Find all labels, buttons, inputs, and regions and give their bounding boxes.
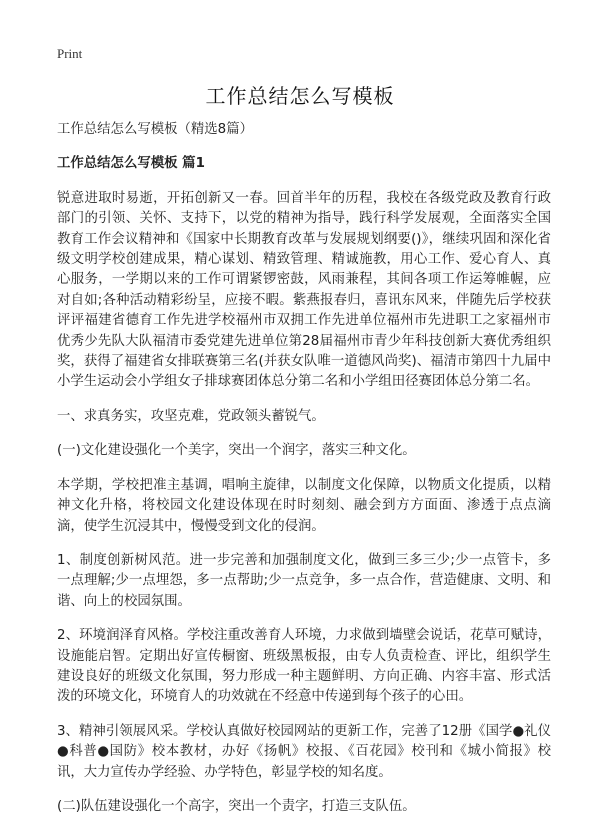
paragraph-heading-1: 一、求真务实，攻坚克难，党政领头蓄锐气。 bbox=[57, 408, 325, 424]
paragraph-subheading-2: (二)队伍建设强化一个高字，突出一个责字，打造三支队伍。 bbox=[57, 798, 416, 814]
paragraph-item-1: 1、制度创新树风范。进一步完善和加强制度文化，做到三多三少;少一点管卡，多一点理解;少一点埋怨，多一点帮助;少一点竞争，多一点合作，营造健康、文明、和谐、向上的校园氛围。 bbox=[57, 552, 551, 609]
paragraph-intro: 锐意进取时易逝，开拓创新又一春。回首半年的历程，我校在各级党政及教育行政部门的引领、关怀、支持下，以党的精神为指导，践行科学发展观，全面落实全国教育工作会议精神和《国家中长期教育改革与发展规划纲要()》，继续巩固和深化省级文明学校创建成果，精心谋划、精致管理、精诚施教，用心工作、爱心育人、真心服务，一学期以来的工作可谓紧锣密鼓，风雨兼程，其间各项工作运筹帷幄，应对自如;各种活动精彩纷呈，应接不暇。紫燕报春归，喜讯东风来，伴随先后学校获评评福建省德育工作先进学校福州市双拥工作先进单位福州市先进职工之家福州市优秀少先队大队福清市委党建先进单位第28届福州市青少年科技创新大赛优秀组织奖，获得了福建省女排联赛第三名(并获女队唯一道德风尚奖)、福清市第四十九届中小学生运动会小学组女子排球赛团体总分第二名和小学组田径赛团体总分第二名。 bbox=[57, 190, 551, 390]
paragraph-subheading-1: (一)文化建设强化一个美字，突出一个润字，落实三种文化。 bbox=[57, 443, 416, 459]
paragraph-item-3: 3、精神引领展风采。学校认真做好校园网站的更新工作，完善了12册《国学●礼仪●科普●国防》校本教材，办好《扬帆》校报、《百花园》校刊和《城小简报》校讯，大力宣传办学经验、办学特色，彰显学校的知名度。 bbox=[57, 723, 551, 780]
section-heading: 工作总结怎么写模板 篇1 bbox=[57, 156, 205, 172]
document-subtitle: 工作总结怎么写模板（精选8篇） bbox=[57, 122, 253, 137]
paragraph-item-2: 2、环境润泽育风格。学校注重改善育人环境，力求做到墙壁会说话，花草可赋诗，设施能启智。定期出好宣传橱窗、班级黑板报，由专人负责检查、评比，组织学生建设良好的班级文化氛围，努力形成一种主题鲜明、方向正确、内容丰富、形式活泼的环境文化，环境育人的功效就在不经意中传递到每个孩子的心田。 bbox=[57, 628, 551, 705]
print-link[interactable]: Print bbox=[57, 46, 83, 61]
document-body bbox=[57, 120, 551, 828]
document-title: 工作总结怎么写模板 bbox=[205, 84, 395, 108]
paragraph-culture: 本学期，学校把准主基调，唱响主旋律，以制度文化保障，以物质文化提质，以精神文化升格，将校园文化建设体现在时时刻刻、融会到方方面面、渗透于点点滴滴，使学生沉浸其中，慢慢受到文化的侵润。 bbox=[57, 477, 551, 534]
